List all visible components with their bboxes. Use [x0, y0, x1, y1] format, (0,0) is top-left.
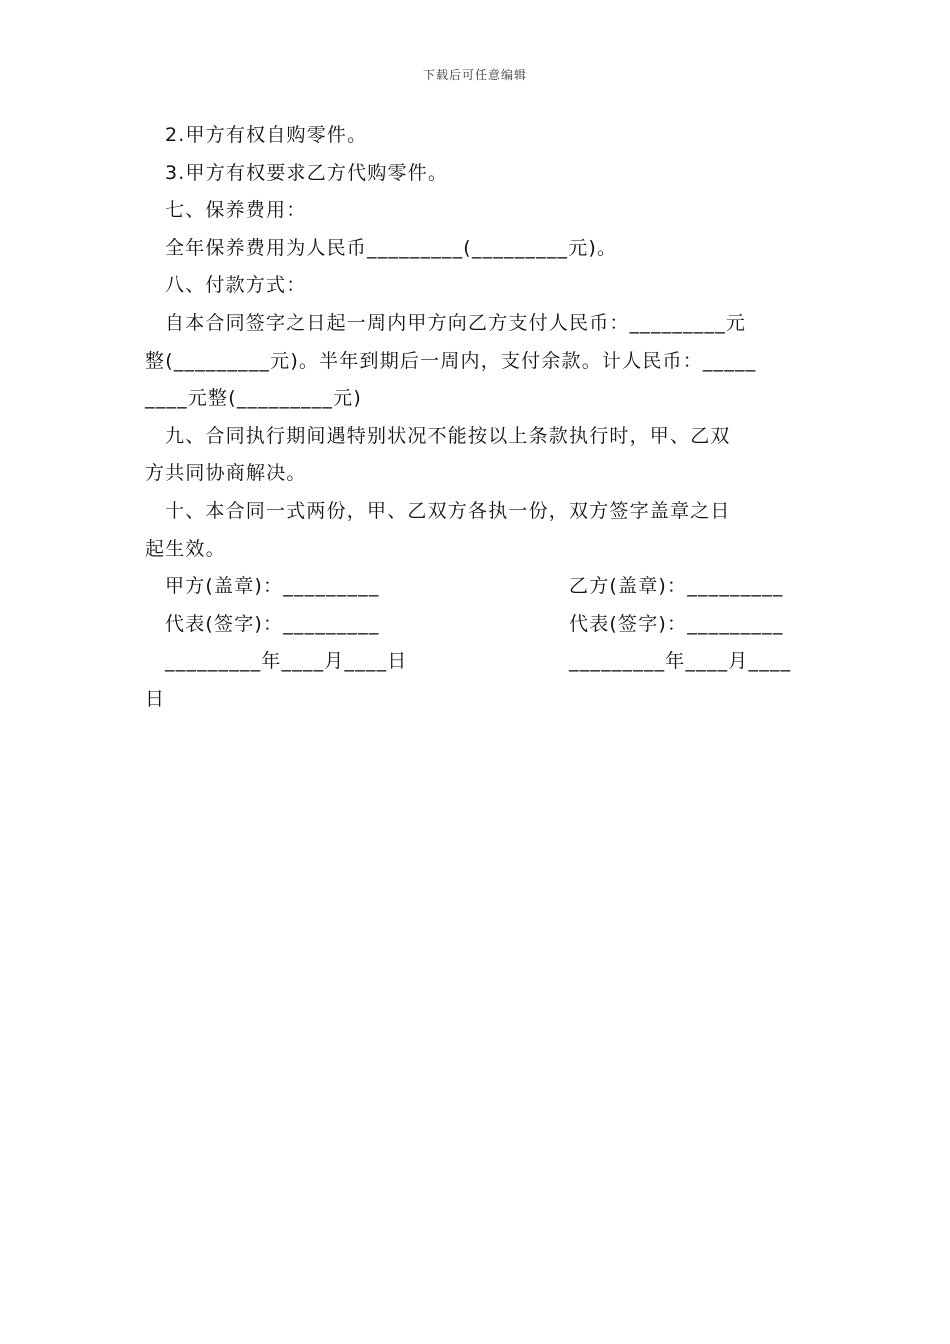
section-nine-line-2: 方共同协商解决。 — [145, 462, 307, 485]
section-payment-heading: 八、付款方式： — [165, 274, 307, 297]
payment-text-line-3: ____元整(_________元) — [145, 387, 362, 410]
section-ten-line-2: 起生效。 — [145, 537, 226, 560]
page-header: 下载后可任意编辑 — [422, 68, 527, 82]
signature-rep-row — [145, 606, 807, 644]
section-maintenance-fee-heading: 七、保养费用： — [165, 199, 307, 222]
clause-proxy-purchase: 3.甲方有权要求乙方代购零件。 — [165, 161, 449, 184]
signature-seal-row — [145, 568, 807, 606]
payment-text-line-1: 自本合同签字之日起一周内甲方向乙方支付人民币：_________元 — [165, 311, 747, 334]
section-ten-line-1: 十、本合同一式两份，甲、乙双方各执一份，双方签字盖章之日 — [165, 499, 731, 522]
party-a-representative: 代表(签字)：_________ — [165, 612, 380, 635]
clause-self-purchase: 2.甲方有权自购零件。 — [165, 124, 368, 146]
party-b-date: _________年____月____ — [569, 650, 792, 673]
party-b-seal: 乙方(盖章)：_________ — [569, 575, 784, 598]
date-wrap-day: 日 — [145, 687, 166, 710]
contract-body — [145, 117, 807, 719]
party-a-seal: 甲方(盖章)：_________ — [165, 575, 380, 598]
section-nine-line-1: 九、合同执行期间遇特别状况不能按以上条款执行时，甲、乙双 — [165, 424, 731, 447]
maintenance-fee-text: 全年保养费用为人民币_________(_________元)。 — [165, 236, 618, 259]
payment-text-line-2: 整(_________元)。半年到期后一周内，支付余款。计人民币：_____ — [145, 349, 757, 372]
signature-date-row — [145, 643, 807, 681]
party-a-date: _________年____月____日 — [165, 650, 408, 673]
party-b-representative: 代表(签字)：_________ — [569, 612, 784, 635]
